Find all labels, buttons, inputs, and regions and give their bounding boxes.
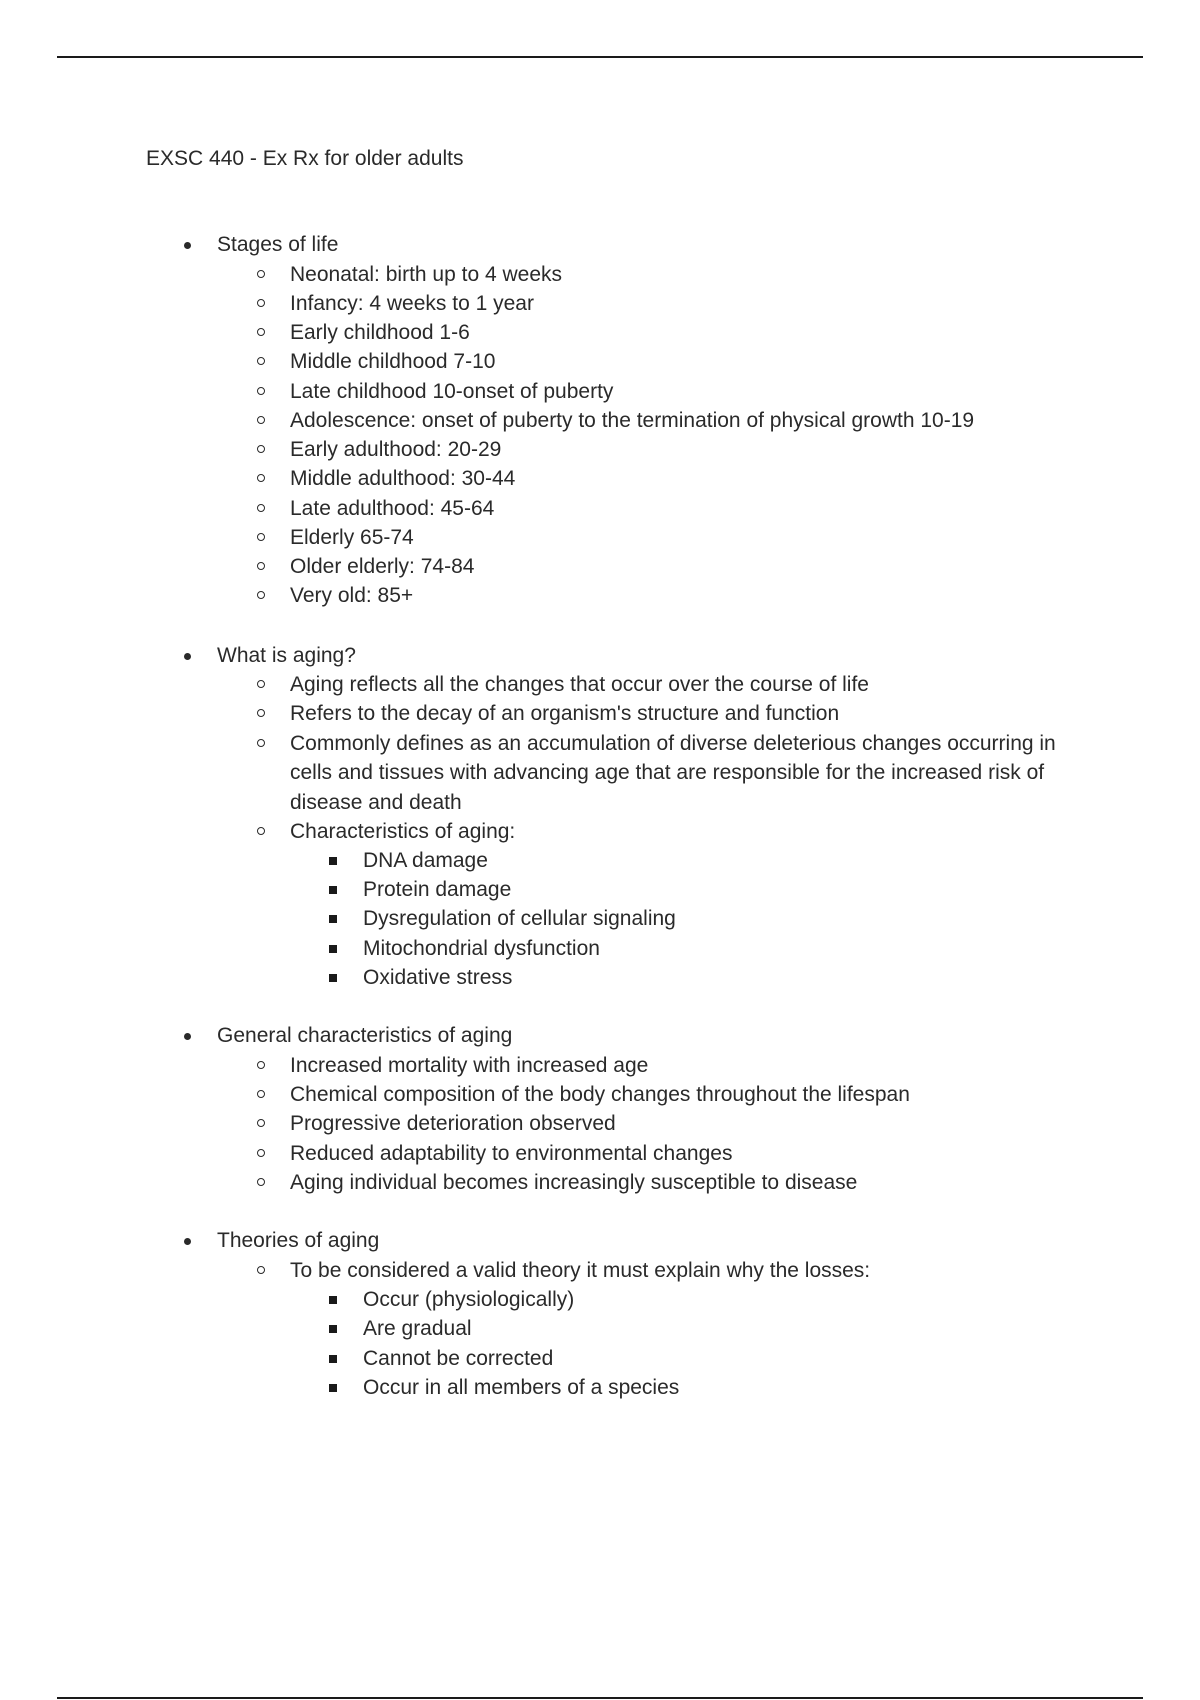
list-item: Late childhood 10-onset of puberty — [290, 377, 1100, 406]
section-heading: Stages of life — [217, 230, 338, 259]
list-item: Aging reflects all the changes that occur over the course of life — [290, 670, 1100, 699]
list-item: Commonly defines as an accumulation of diverse deleterious changes occurring in cells and tissues with advancing age that are responsible for the increased risk of disease and death — [290, 729, 1100, 817]
sub-list-item: Occur in all members of a species — [363, 1373, 679, 1402]
list-item: Refers to the decay of an organism's structure and function — [290, 699, 1100, 728]
sub-list-item: Protein damage — [363, 875, 511, 904]
sub-list-item: Occur (physiologically) — [363, 1285, 574, 1314]
sub-list-item: DNA damage — [363, 846, 488, 875]
list-item: Progressive deterioration observed — [290, 1109, 1100, 1138]
list-item: Early childhood 1-6 — [290, 318, 1100, 347]
section-heading: Theories of aging — [217, 1226, 379, 1255]
document-title: EXSC 440 - Ex Rx for older adults — [146, 147, 464, 170]
list-item: Older elderly: 74-84 — [290, 552, 1100, 581]
list-item: Elderly 65-74 — [290, 523, 1100, 552]
section-heading: What is aging? — [217, 641, 356, 670]
list-item: Late adulthood: 45-64 — [290, 494, 1100, 523]
list-item: Aging individual becomes increasingly susceptible to disease — [290, 1168, 1100, 1197]
list-item: Very old: 85+ — [290, 581, 1100, 610]
list-item: Middle adulthood: 30-44 — [290, 464, 1100, 493]
list-item: Early adulthood: 20-29 — [290, 435, 1100, 464]
list-item: Neonatal: birth up to 4 weeks — [290, 260, 1100, 289]
list-item: Infancy: 4 weeks to 1 year — [290, 289, 1100, 318]
sub-list-item: Dysregulation of cellular signaling — [363, 904, 676, 933]
sub-list-item: Are gradual — [363, 1314, 472, 1343]
list-item: Reduced adaptability to environmental changes — [290, 1139, 1100, 1168]
section-heading: General characteristics of aging — [217, 1021, 512, 1050]
sub-list-item: Cannot be corrected — [363, 1344, 553, 1373]
top-rule — [57, 56, 1143, 58]
bottom-rule — [57, 1697, 1143, 1699]
list-item: Middle childhood 7-10 — [290, 347, 1100, 376]
sub-list-item: Mitochondrial dysfunction — [363, 934, 600, 963]
list-item: Chemical composition of the body changes throughout the lifespan — [290, 1080, 1100, 1109]
list-item: Adolescence: onset of puberty to the termination of physical growth 10-19 — [290, 406, 1100, 435]
sub-list-item: Oxidative stress — [363, 963, 512, 992]
list-item: Increased mortality with increased age — [290, 1051, 1100, 1080]
list-item: To be considered a valid theory it must explain why the losses: — [290, 1256, 1100, 1285]
list-item: Characteristics of aging: — [290, 817, 1100, 846]
